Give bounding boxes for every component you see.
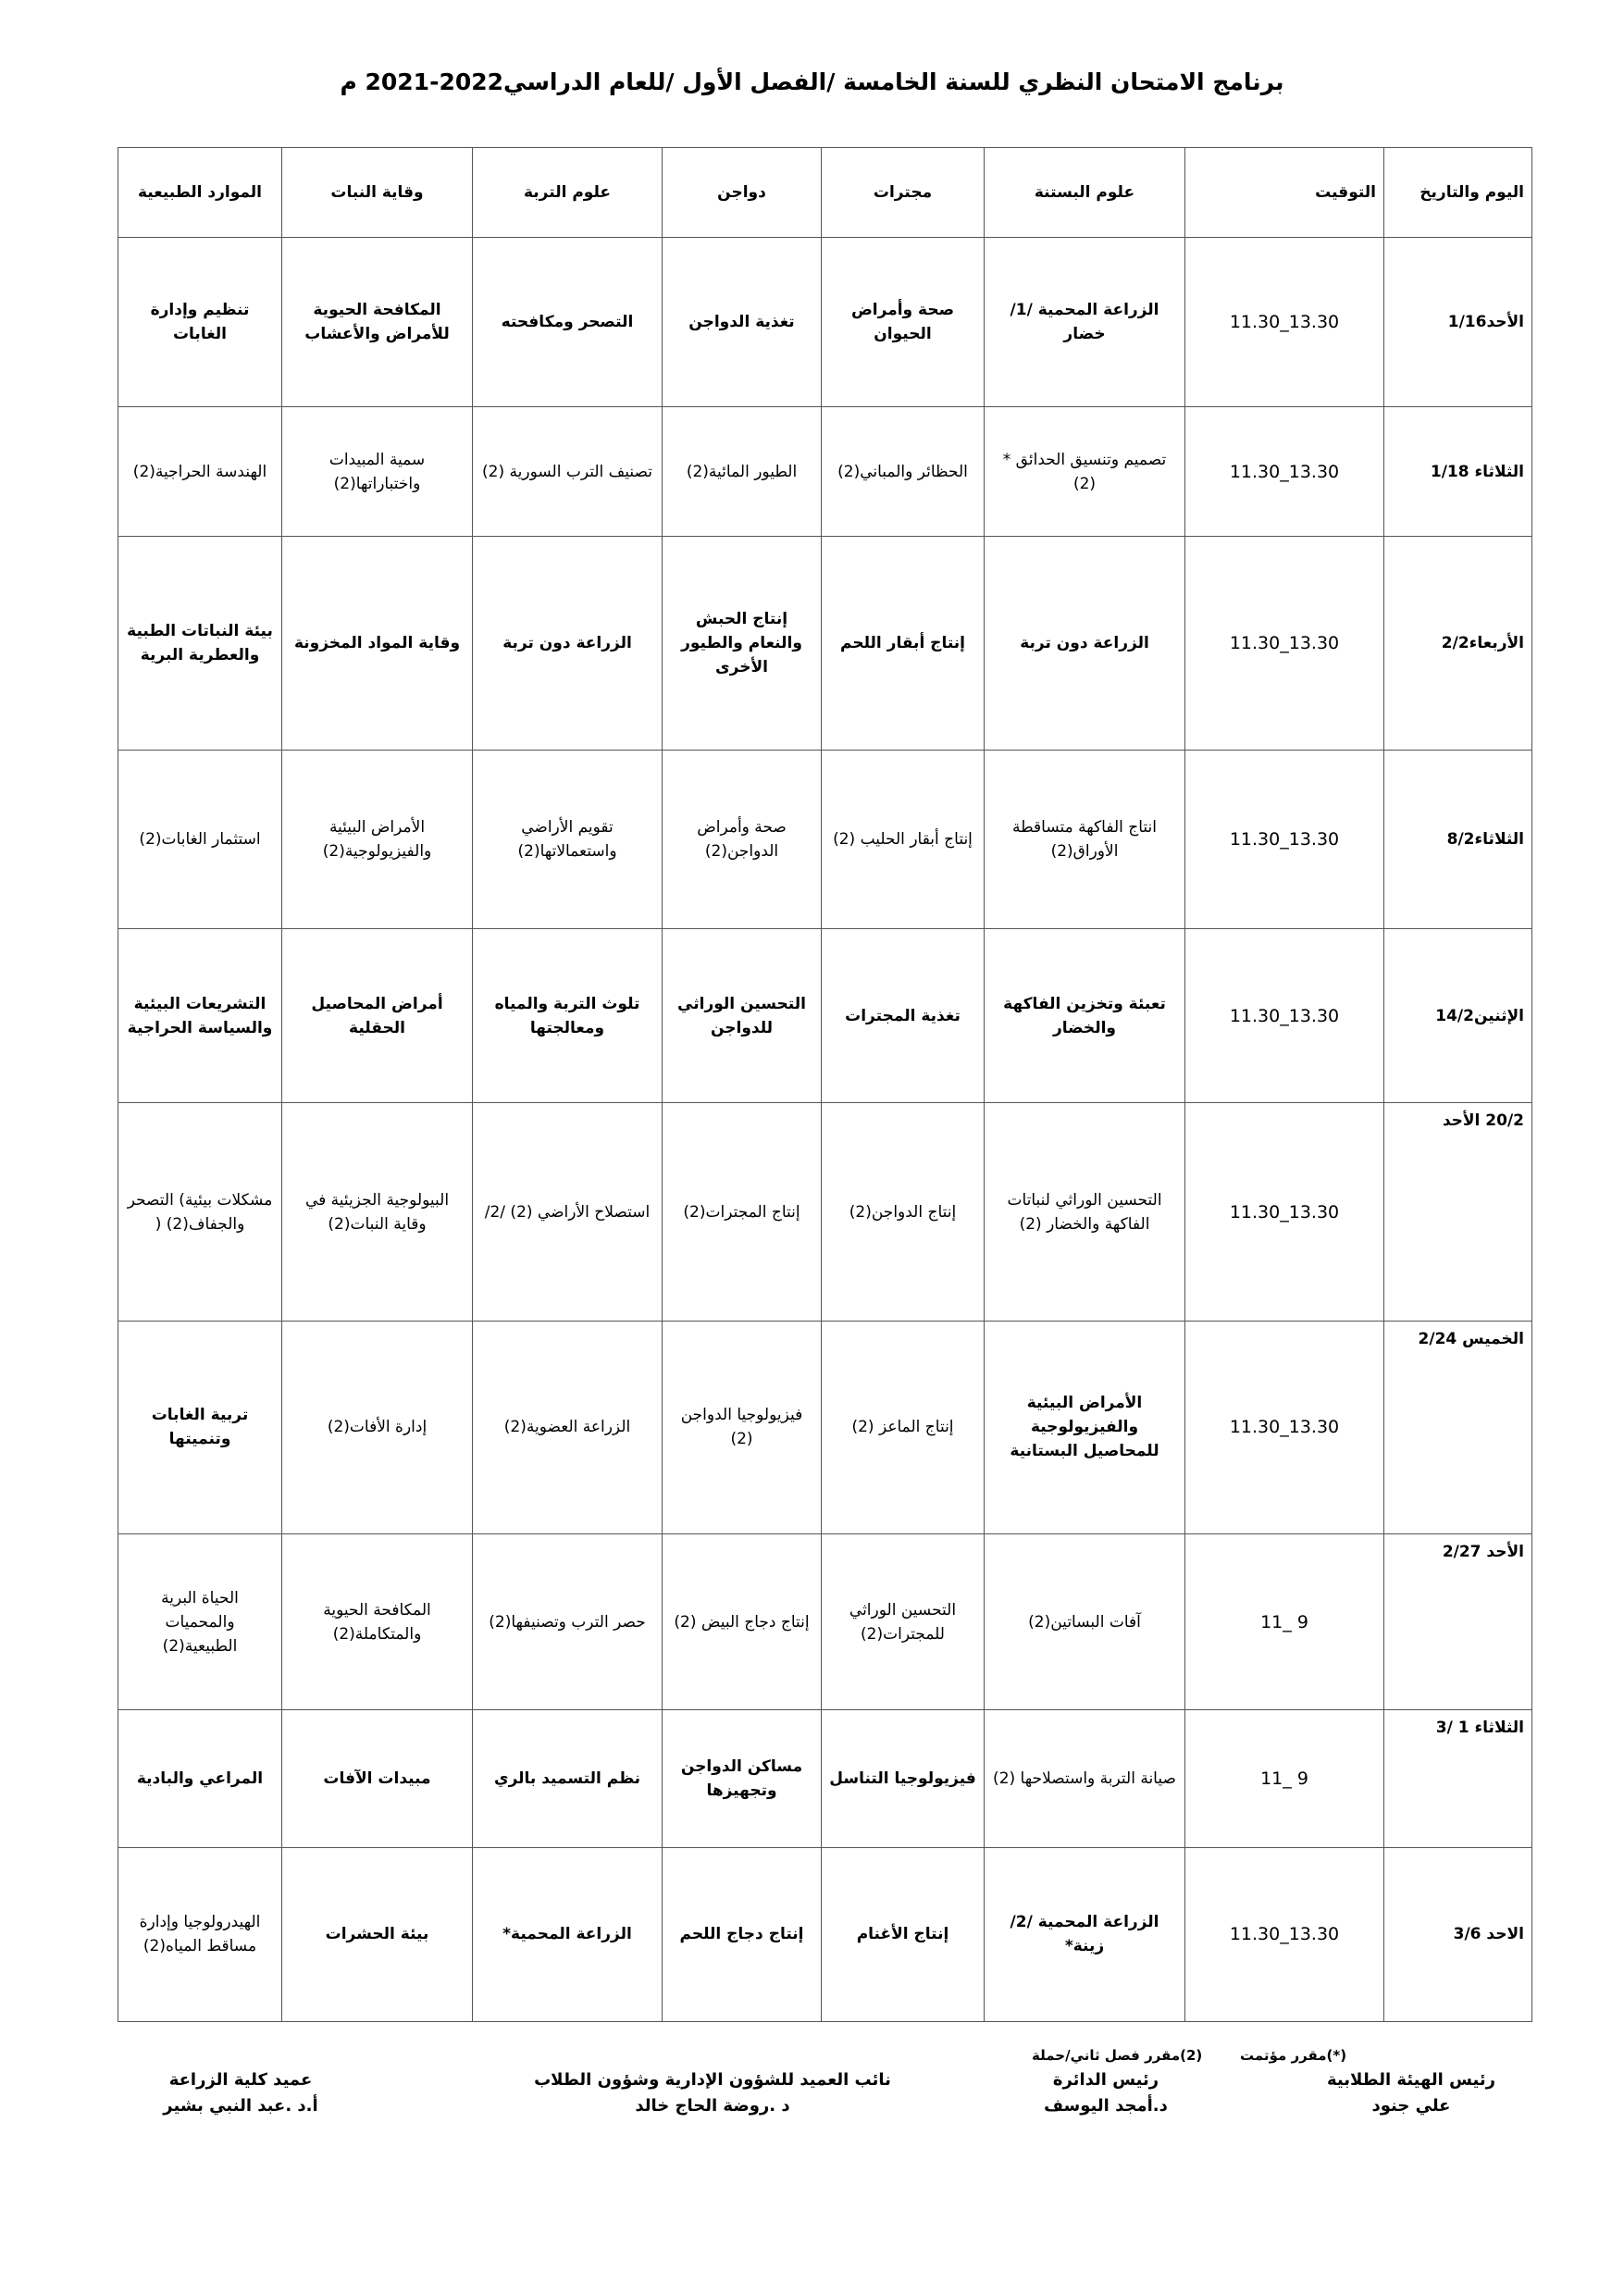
cell-course: التحسين الوراثي للدواجن xyxy=(663,929,822,1103)
header-day-date: اليوم والتاريخ xyxy=(1384,148,1532,238)
cell-date: الإثنين14/2 xyxy=(1384,929,1532,1103)
cell-course: التشريعات البيئية والسياسة الحراجية xyxy=(118,929,282,1103)
cell-course: الحظائر والمباني(2) xyxy=(822,407,985,537)
signature-name: د .روضة الحاج خالد xyxy=(635,2096,790,2116)
cell-course: تنظيم وإدارة الغابات xyxy=(118,238,282,407)
signature-name: علي جنود xyxy=(1371,2096,1451,2116)
cell-course: المكافحة الحيوية والمتكاملة(2) xyxy=(282,1534,473,1710)
signature-name: أ.د .عبد النبي بشير xyxy=(163,2096,318,2116)
cell-course: البيولوجية الجزيئية في وقاية النبات(2) xyxy=(282,1103,473,1321)
table-row xyxy=(118,929,1532,1103)
cell-course: الأمراض البيئية والفيزيولوجية للمحاصيل البستانية xyxy=(985,1321,1185,1533)
table-row xyxy=(118,537,1532,750)
table-row xyxy=(118,1534,1532,1710)
cell-date: الاحد 3/6 xyxy=(1384,1847,1532,2021)
cell-date: الأحد 2/27 xyxy=(1384,1534,1532,1710)
cell-course: بيئة النباتات الطبية والعطرية البرية xyxy=(118,537,282,750)
cell-course: الزراعة المحمية* xyxy=(473,1847,663,2021)
cell-course: الطيور المائية(2) xyxy=(663,407,822,537)
cell-course: إنتاج الماعز (2) xyxy=(822,1321,985,1533)
cell-course: صيانة التربة واستصلاحها (2) xyxy=(985,1710,1185,1847)
header-row xyxy=(118,148,1532,238)
header-soil-science: علوم التربة xyxy=(473,148,663,238)
cell-date: الثلاثاء 1 /3 xyxy=(1384,1710,1532,1847)
cell-course: الهيدرولوجيا وإدارة مساقط المياه(2) xyxy=(118,1847,282,2021)
cell-course: صحة وأمراض الحيوان xyxy=(822,238,985,407)
cell-course: تصنيف الترب السورية (2) xyxy=(473,407,663,537)
signature-student-council xyxy=(1309,2067,1513,2119)
cell-course: نظم التسميد بالري xyxy=(473,1710,663,1847)
cell-time: 13.30_11.30 xyxy=(1185,750,1384,928)
table-row xyxy=(118,1710,1532,1847)
cell-course: تغذية المجترات xyxy=(822,929,985,1103)
cell-course: التحسين الوراثي لنباتات الفاكهة والخضار (2) xyxy=(985,1103,1185,1321)
cell-course: الزراعة العضوية(2) xyxy=(473,1321,663,1533)
cell-course: الزراعة المحمية /2/ زينة* xyxy=(985,1847,1185,2021)
cell-time: 9 _11 xyxy=(1185,1534,1384,1710)
cell-course: الزراعة المحمية /1/ خضار xyxy=(985,238,1185,407)
cell-date: الأحد1/16 xyxy=(1384,238,1532,407)
cell-date: 20/2 الأحد xyxy=(1384,1103,1532,1321)
cell-time: 13.30_11.30 xyxy=(1185,1321,1384,1533)
cell-course: تغذية الدواجن xyxy=(663,238,822,407)
table-row xyxy=(118,750,1532,928)
cell-course: استثمار الغابات(2) xyxy=(118,750,282,928)
cell-course: إنتاج المجترات(2) xyxy=(663,1103,822,1321)
cell-date: الثلاثاء8/2 xyxy=(1384,750,1532,928)
header-horticulture: علوم البستنة xyxy=(985,148,1185,238)
cell-course: تصميم وتنسيق الحدائق * (2) xyxy=(985,407,1185,537)
cell-course: إنتاج الحبش والنعام والطيور الأخرى xyxy=(663,537,822,750)
header-ruminants: مجترات xyxy=(822,148,985,238)
cell-course: إدارة الأفات(2) xyxy=(282,1321,473,1533)
cell-time: 13.30_11.30 xyxy=(1185,537,1384,750)
cell-course: الزراعة دون تربة xyxy=(473,537,663,750)
cell-course: الزراعة دون تربة xyxy=(985,537,1185,750)
cell-time: 9 _11 xyxy=(1185,1710,1384,1847)
cell-course: الأمراض البيئية والفيزيولوجية(2) xyxy=(282,750,473,928)
cell-course: تلوث التربة والمياه ومعالجتها xyxy=(473,929,663,1103)
cell-course: إنتاج دجاج البيض (2) xyxy=(663,1534,822,1710)
cell-course: التصحر ومكافحته xyxy=(473,238,663,407)
signature-department-head xyxy=(1004,2067,1208,2119)
cell-time: 13.30_11.30 xyxy=(1185,407,1384,537)
cell-course: الهندسة الحراجية(2) xyxy=(118,407,282,537)
cell-course: استصلاح الأراضي (2) /2/ xyxy=(473,1103,663,1321)
header-plant-protection: وقاية النبات xyxy=(282,148,473,238)
cell-course: المكافحة الحيوية للأمراض والأعشاب xyxy=(282,238,473,407)
signature-role: رئيس الدائرة xyxy=(1052,2070,1159,2090)
cell-course: صحة وأمراض الدواجن(2) xyxy=(663,750,822,928)
signature-vice-dean xyxy=(518,2067,907,2119)
cell-course: مساكن الدواجن وتجهيزها xyxy=(663,1710,822,1847)
table-row xyxy=(118,1847,1532,2021)
cell-time: 13.30_11.30 xyxy=(1185,929,1384,1103)
cell-course: تقويم الأراضي واستعمالاتها(2) xyxy=(473,750,663,928)
cell-course: الحياة البرية والمحميات الطبيعية(2) xyxy=(118,1534,282,1710)
cell-course: إنتاج الدواجن(2) xyxy=(822,1103,985,1321)
signature-role: رئيس الهيئة الطلابية xyxy=(1326,2070,1496,2090)
cell-course: المراعي والبادية xyxy=(118,1710,282,1847)
cell-course: التحسين الوراثي للمجترات(2) xyxy=(822,1534,985,1710)
cell-date: الخميس 2/24 xyxy=(1384,1321,1532,1533)
cell-date: الأربعاء2/2 xyxy=(1384,537,1532,750)
cell-time: 13.30_11.30 xyxy=(1185,238,1384,407)
table-row xyxy=(118,407,1532,537)
header-time: التوقيت xyxy=(1185,148,1384,238)
table-row xyxy=(118,238,1532,407)
cell-course: تعبئة وتخزين الفاكهة والخضار xyxy=(985,929,1185,1103)
cell-course: إنتاج الأغنام xyxy=(822,1847,985,2021)
exam-schedule-table xyxy=(118,147,1532,2022)
note-second-semester: (2)مقرر فصل ثاني/حملة xyxy=(1032,2047,1203,2064)
cell-course: آفات البساتين(2) xyxy=(985,1534,1185,1710)
cell-course: انتاج الفاكهة متساقطة الأوراق(2) xyxy=(985,750,1185,928)
cell-course: فيزيولوجيا الدواجن (2) xyxy=(663,1321,822,1533)
cell-time: 13.30_11.30 xyxy=(1185,1847,1384,2021)
cell-course: إنتاج دجاج اللحم xyxy=(663,1847,822,2021)
signature-dean xyxy=(153,2067,329,2119)
signature-name: د.أمجد اليوسف xyxy=(1044,2096,1168,2116)
page-title: برنامج الامتحان النظري للسنة الخامسة /الفصل الأول /للعام الدراسي2022-2021 م xyxy=(340,68,1284,95)
cell-course: تربية الغابات وتنميتها xyxy=(118,1321,282,1533)
cell-course: سمية المبيدات واختباراتها(2) xyxy=(282,407,473,537)
table-row xyxy=(118,1321,1532,1533)
cell-course: إنتاج أبقار الحليب (2) xyxy=(822,750,985,928)
cell-course: بيئة الحشرات xyxy=(282,1847,473,2021)
cell-course: أمراض المحاصيل الحقلية xyxy=(282,929,473,1103)
cell-date: الثلاثاء 1/18 xyxy=(1384,407,1532,537)
cell-course: فيزيولوجيا التناسل xyxy=(822,1710,985,1847)
cell-course: حصر الترب وتصنيفها(2) xyxy=(473,1534,663,1710)
signature-role: نائب العميد للشؤون الإدارية وشؤون الطلاب xyxy=(534,2070,891,2090)
header-poultry: دواجن xyxy=(663,148,822,238)
table-row xyxy=(118,1103,1532,1321)
note-automated: (*)مقرر مؤتمت xyxy=(1240,2047,1347,2064)
cell-course: وقاية المواد المخزونة xyxy=(282,537,473,750)
cell-course: مشكلات بيئية) التصحر والجفاف(2) ( xyxy=(118,1103,282,1321)
header-natural-resources: الموارد الطبيعية xyxy=(118,148,282,238)
cell-course: مبيدات الآفات xyxy=(282,1710,473,1847)
cell-time: 13.30_11.30 xyxy=(1185,1103,1384,1321)
cell-course: إنتاج أبقار اللحم xyxy=(822,537,985,750)
signature-role: عميد كلية الزراعة xyxy=(168,2070,313,2090)
